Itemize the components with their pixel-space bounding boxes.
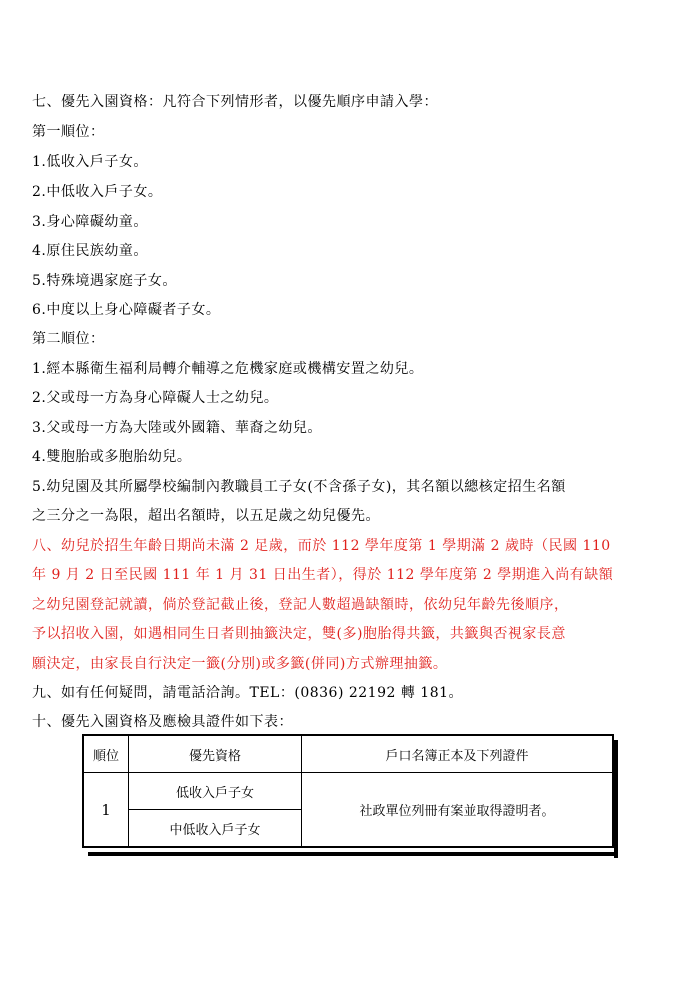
- priority-2-item-5: 5.幼兒園及其所屬學校編制內教職員工子女(不含孫子女)，其名額以總核定招生名額: [32, 479, 566, 495]
- priority-1-item-3: 3.身心障礙幼童。: [32, 214, 148, 230]
- priority-2-item-2: 2.父或母一方為身心障礙人士之幼兒。: [32, 390, 279, 406]
- priority-2-item-3: 3.父或母一方為大陸或外國籍、華裔之幼兒。: [32, 420, 322, 436]
- priority-1-item-1: 1.低收入戶子女。: [32, 154, 148, 170]
- priority-2-heading: 第二順位：: [32, 331, 105, 347]
- section-8-line-1: 八、幼兒於招生年齡日期尚未滿 2 足歲，而於 112 學年度第 1 學期滿 2 歲時（民國 110: [32, 538, 611, 554]
- priority-1-item-4: 4.原住民族幼童。: [32, 243, 148, 259]
- section-8-line-3: 之幼兒園登記就讀，倘於登記截止後，登記人數超過缺額時，依幼兒年齡先後順序，: [32, 597, 569, 613]
- priority-1-item-6: 6.中度以上身心障礙者子女。: [32, 302, 221, 318]
- header-rank: 順位: [83, 735, 129, 773]
- priority-2-item-5-cont: 之三分之一為限，超出名額時，以五足歲之幼兒優先。: [32, 508, 380, 524]
- table-header-row: [83, 735, 613, 773]
- section-8-line-4: 予以招收入園，如遇相同生日者則抽籤決定，雙(多)胞胎得共籤，共籤與否視家長意: [32, 626, 566, 642]
- cell-documents: 社政單位列冊有案並取得證明者。: [302, 773, 614, 848]
- section-7-heading: 七、優先入園資格：凡符合下列情形者，以優先順序申請入學：: [32, 94, 438, 110]
- section-8-line-2: 年 9 月 2 日至民國 111 年 1 月 31 日出生者），得於 112 學年度第 2 學期進入尚有缺額: [32, 567, 614, 583]
- header-documents: 戶口名簿正本及下列證件: [302, 735, 614, 773]
- priority-1-heading: 第一順位：: [32, 124, 105, 140]
- table-shadow-right: [614, 740, 618, 858]
- cell-qualification-mid-low-income: 中低收入戶子女: [129, 810, 302, 848]
- priority-1-item-2: 2.中低收入戶子女。: [32, 184, 163, 200]
- header-qualification: 優先資格: [129, 735, 302, 773]
- cell-qualification-low-income: 低收入戶子女: [129, 773, 302, 810]
- section-8-line-5: 願決定，由家長自行決定一籤(分別)或多籤(併同)方式辦理抽籤。: [32, 656, 448, 672]
- section-10-heading: 十、優先入園資格及應檢具證件如下表：: [32, 714, 293, 730]
- priority-1-item-5: 5.特殊境遇家庭子女。: [32, 273, 177, 289]
- table-shadow-bottom: [88, 852, 618, 856]
- cell-rank: 1: [83, 773, 129, 848]
- priority-2-item-4: 4.雙胞胎或多胞胎幼兒。: [32, 449, 192, 465]
- eligibility-table: [82, 734, 614, 848]
- section-9-contact: 九、如有任何疑問，請電話洽詢。TEL：(0836) 22192 轉 181。: [32, 685, 464, 701]
- table-row: [83, 773, 613, 810]
- priority-2-item-1: 1.經本縣衛生福利局轉介輔導之危機家庭或機構安置之幼兒。: [32, 361, 424, 377]
